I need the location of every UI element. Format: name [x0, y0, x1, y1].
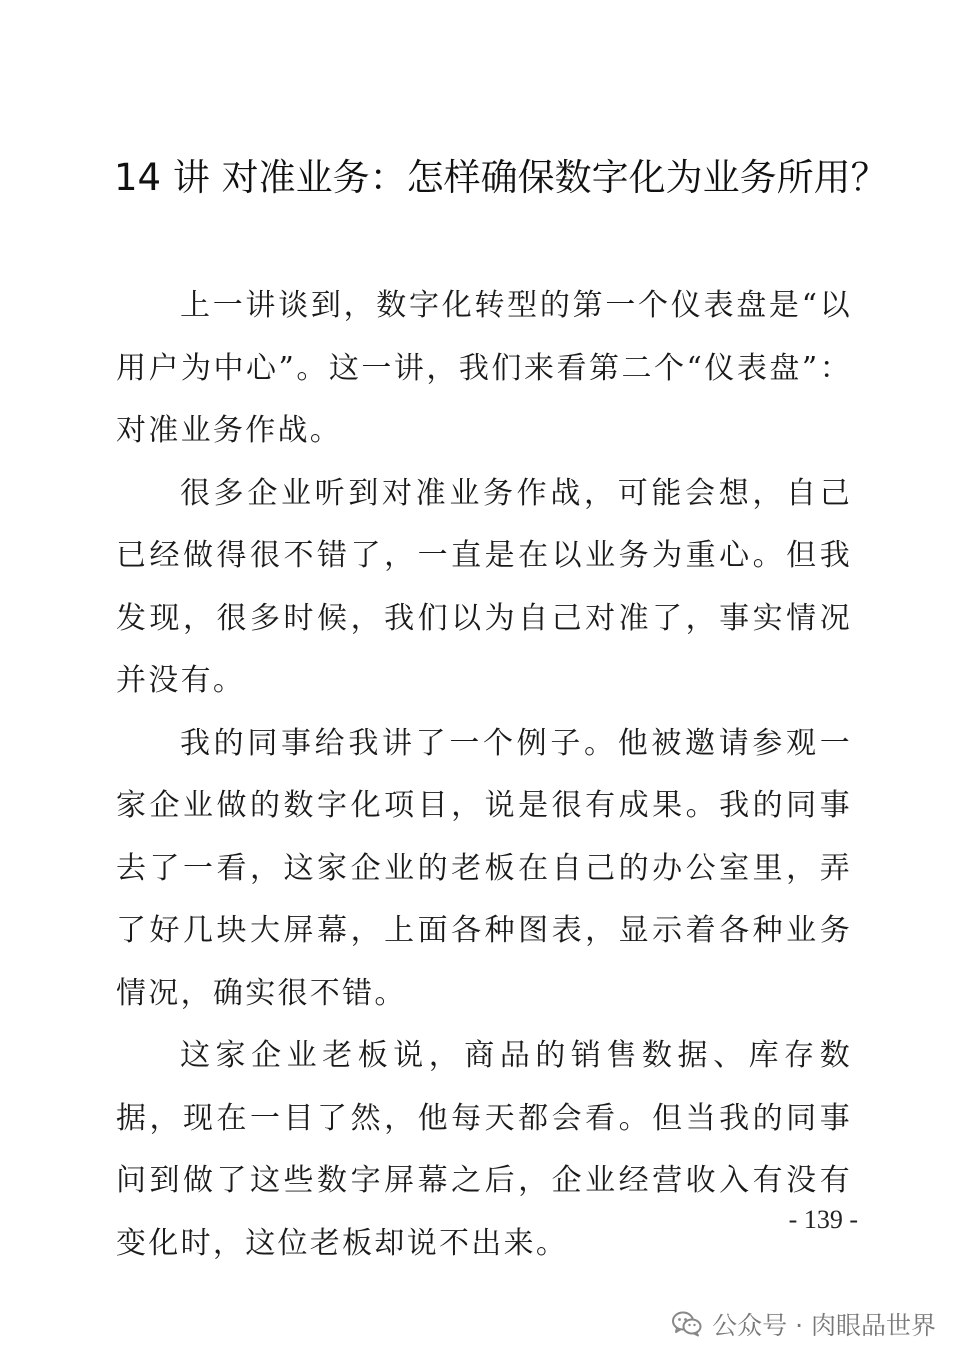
paragraph-2: 很多企业听到对准业务作战，可能会想，自己已经做得很不错了，一直是在以业务为重心。但我发现，很多时候，我们以为自己对准了，事实情况并没有。: [116, 475, 852, 698]
body-text: [116, 275, 852, 1275]
watermark: [672, 1306, 936, 1342]
wechat-icon: [672, 1311, 702, 1337]
page-number: - 139 -: [788, 1205, 858, 1234]
chapter-title: 14 讲 对准业务：怎样确保数字化为业务所用？: [114, 156, 888, 199]
watermark-text: 公众号 · 肉眼品世界: [712, 1311, 936, 1340]
paragraph-4: 这家企业老板说，商品的销售数据、库存数据，现在一目了然，他每天都会看。但当我的同事问到做了这些数字屏幕之后，企业经营收入有没有变化时，这位老板却说不出来。: [116, 1038, 852, 1261]
paragraph-3: 我的同事给我讲了一个例子。他被邀请参观一家企业做的数字化项目，说是很有成果。我的同事去了一看，这家企业的老板在自己的办公室里，弄了好几块大屏幕，上面各种图表，显示着各种业务情况，确实很不错。: [116, 725, 852, 1011]
paragraph-1: 上一讲谈到，数字化转型的第一个仪表盘是“以用户为中心”。这一讲，我们来看第二个“仪表盘”：对准业务作战。: [116, 288, 852, 448]
